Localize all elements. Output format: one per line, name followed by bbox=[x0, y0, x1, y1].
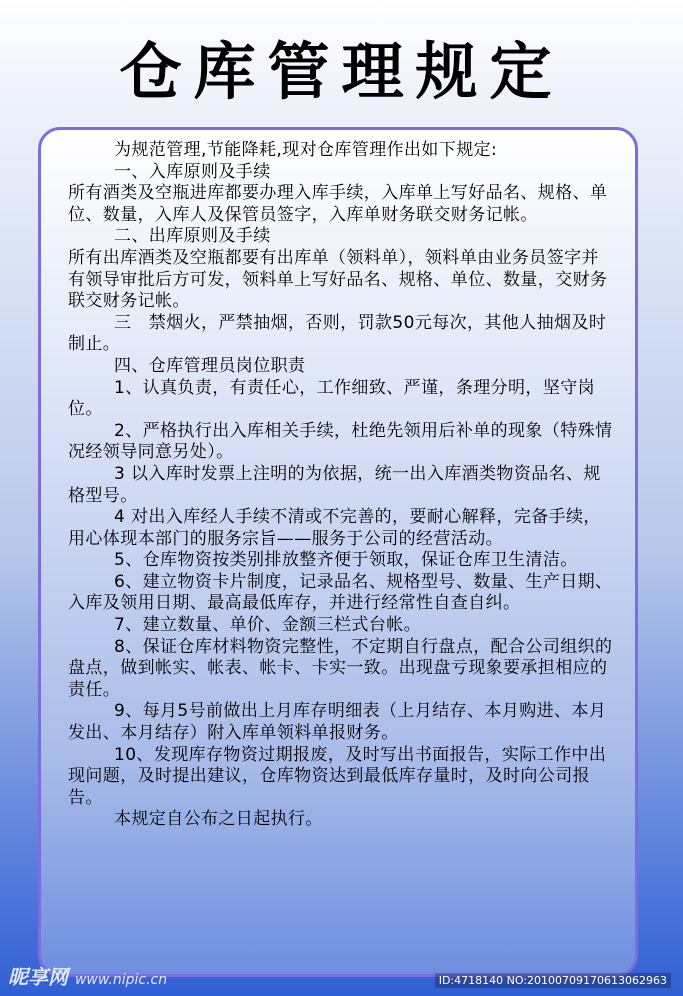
watermark bbox=[8, 961, 167, 990]
paragraph: 7、建立数量、单价、金额三栏式台帐。 bbox=[114, 615, 422, 636]
regulation-text bbox=[68, 140, 613, 831]
paragraph: 4 对出入库经人手续不清或不完善的，要耐心解释，完备手续，用心体现本部门的服务宗旨——服务于公司的经营活动。 bbox=[68, 507, 601, 549]
paragraph: 5、仓库物资按类别排放整齐便于领取，保证仓库卫生清洁。 bbox=[114, 550, 578, 571]
paragraph: 所有酒类及空瓶进库都要办理入库手续，入库单上写好品名、规格、单位、数量，入库人及保管员签字，入库单财务联交财务记帐。 bbox=[68, 183, 608, 225]
page-title: 仓库管理规定 bbox=[119, 35, 564, 108]
paragraph: 所有出库酒类及空瓶都要有出库单（领料单），领料单由业务员签字并有领导审批后方可发，领料单上写好品名、规格、单位、数量，交财务联交财务记帐。 bbox=[68, 247, 608, 312]
watermark-url: www.nipic.cn bbox=[74, 972, 168, 988]
paragraph: 三 禁烟火，严禁抽烟，否则，罚款50元每次，其他人抽烟及时制止。 bbox=[68, 312, 607, 355]
paragraph: 3 以入库时发票上注明的为依据，统一出入库酒类物资品名、规格型号。 bbox=[68, 463, 601, 506]
paragraph: 2、严格执行出入库相关手续，杜绝先领用后补单的现象（特殊情况经领导同意另处）。 bbox=[68, 420, 613, 463]
paragraph: 8、保证仓库材料物资完整性，不定期自行盘点，配合公司组织的盘点，做到帐实、帐表、帐卡、卡实一致。出现盘亏现象要承担相应的责任。 bbox=[68, 636, 613, 700]
paragraph: 为规范管理,节能降耗,现对仓库管理作出如下规定: bbox=[114, 140, 498, 160]
paragraph: 6、建立物资卡片制度，记录品名、规格型号、数量、生产日期、入库及领用日期、最高最低库存，并进行经常性自查自纠。 bbox=[68, 571, 613, 614]
paragraph: 1、认真负责，有责任心，工作细致、严谨，条理分明，坚守岗位。 bbox=[68, 377, 596, 420]
photo-id-label: ID:4718140 NO:20100709170613062963 bbox=[435, 973, 671, 988]
paragraph: 四、仓库管理员岗位职责 bbox=[114, 355, 306, 376]
paragraph: 10、发现库存物资过期报废，及时写出书面报告，实际工作中出现问题，及时提出建议，仓库物资达到最低库存量时，及时向公司报告。 bbox=[68, 744, 607, 808]
paragraph: 一、入库原则及手续 bbox=[114, 161, 271, 182]
paragraph: 二、出库原则及手续 bbox=[114, 226, 271, 247]
paragraph: 本规定自公布之日起执行。 bbox=[114, 809, 323, 830]
watermark-brand: 昵享网 bbox=[8, 965, 68, 989]
paragraph: 9、每月5号前做出上月库存明细表（上月结存、本月购进、本月发出、本月结存）附入库单领料单报财务。 bbox=[68, 701, 607, 744]
